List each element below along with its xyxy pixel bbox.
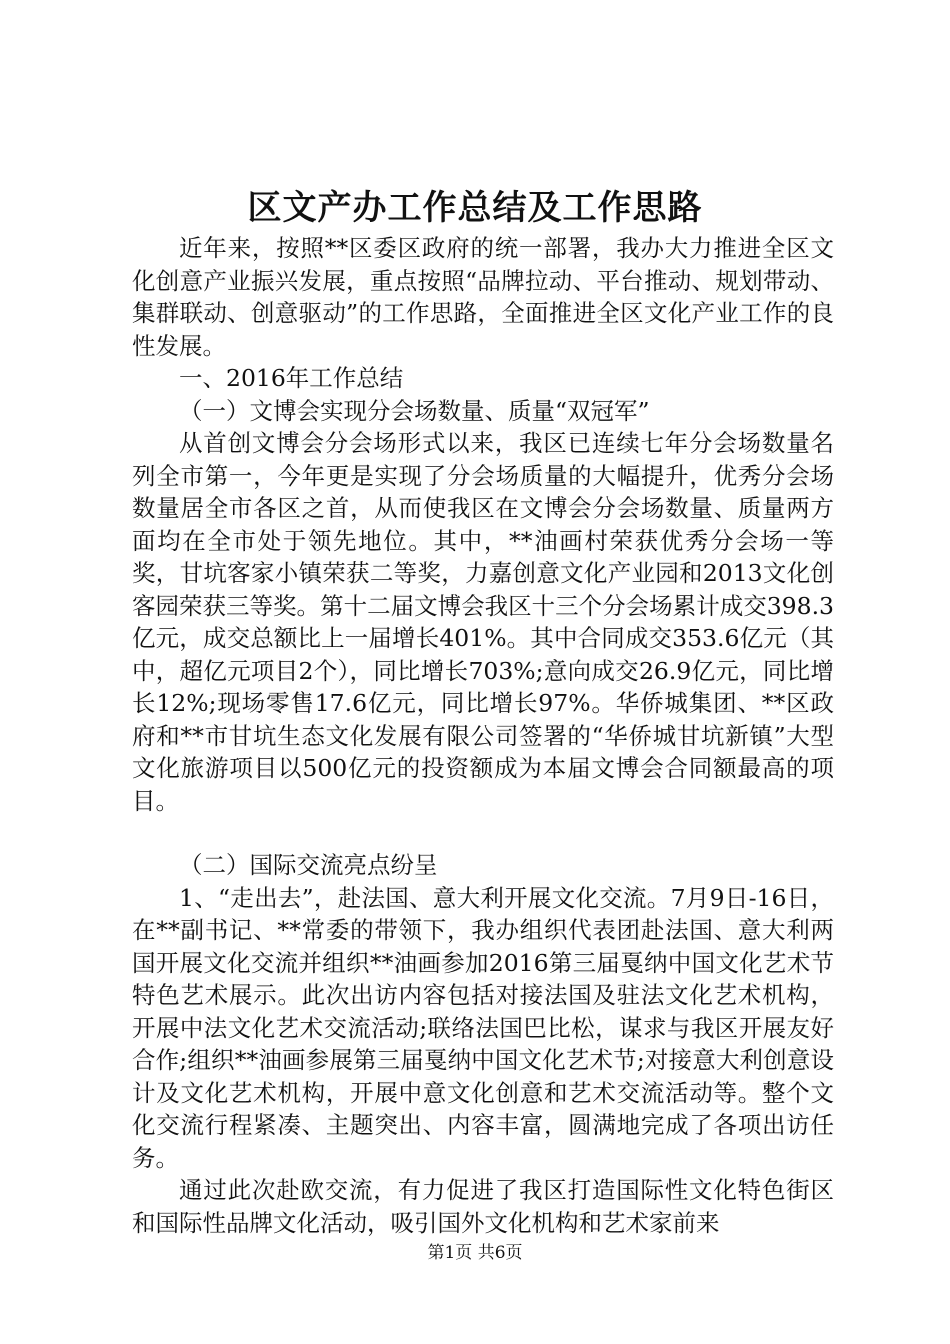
section-heading-1: 一、2016年工作总结 xyxy=(179,364,404,392)
document-body xyxy=(132,232,834,1239)
document-title: 区文产办工作总结及工作思路 xyxy=(247,188,703,228)
expo-paragraph: 从首创文博会分会场形式以来，我区已连续七年分会场数量名列全市第一，今年更是实现了分会场质量的大幅提升，优秀分会场数量居全市各区之首，从而使我区在文博会分会场数量、质量两方面均在全市处于领先地位。其中，**油画村荣获优秀分会场一等奖，甘坑客家小镇荣获二等奖，力嘉创意文化产业园和2013文化创客园荣获三等奖。第十二届文博会我区十三个分会场累计成交398.3亿元，成交总额比上一届增长401%。其中合同成交353.6亿元（其中，超亿元项目2个），同比增长703%;意向成交26.9亿元，同比增长12%;现场零售17.6亿元，同比增长97%。华侨城集团、**区政府和**市甘坑生态文化发展有限公司签署的“华侨城甘坑新镇”大型文化旅游项目以500亿元的投资额成为本届文博会合同额最高的项目。 xyxy=(132,429,834,815)
exchange-result-paragraph: 通过此次赴欧交流，有力促进了我区打造国际性文化特色街区和国际性品牌文化活动，吸引国外文化机构和艺术家前来 xyxy=(132,1176,834,1237)
page-footer: 第1页 共6页 xyxy=(427,1243,523,1263)
subsection-heading-2: （二）国际交流亮点纷呈 xyxy=(179,851,438,879)
subsection-heading-1: （一）文博会实现分会场数量、质量“双冠军” xyxy=(179,396,650,425)
exchange-paragraph: 1、“走出去”，赴法国、意大利开展文化交流。7月9日-16日，在**副书记、**常委的带领下，我办组织代表团赴法国、意大利两国开展文化交流并组织**油画参加2016第三届戛纳中国文化艺术节特色艺术展示。此次出访内容包括对接法国及驻法文化艺术机构，开展中法文化艺术交流活动;联络法国巴比松，谋求与我区开展友好合作;组织**油画参展第三届戛纳中国文化艺术节;对接意大利创意设计及文化艺术机构，开展中意文化创意和艺术交流活动等。整个文化交流行程紧凑、主题突出、内容丰富，圆满地完成了各项出访任务。 xyxy=(132,883,834,1172)
intro-paragraph: 近年来，按照**区委区政府的统一部署，我办大力推进全区文化创意产业振兴发展，重点按照“品牌拉动、平台推动、规划带动、集群联动、创意驱动”的工作思路，全面推进全区文化产业工作的良性发展。 xyxy=(132,234,834,360)
